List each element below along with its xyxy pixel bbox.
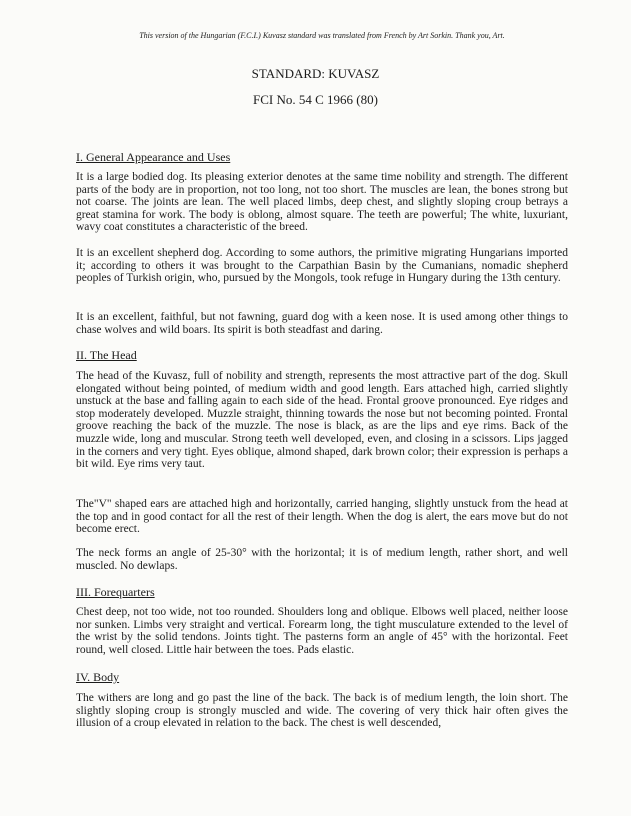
head-paragraph-2: The"V" shaped ears are attached high and horizontally, carried hanging, slightly unstuck from the head at the top and in good contact for all the rest of their length. When the dog is alert, the ears move but do not become erect.	[76, 498, 568, 536]
standard-number: FCI No. 54 C 1966 (80)	[253, 92, 378, 107]
section-heading-body: IV. Body	[76, 670, 120, 684]
body-paragraph-1: The withers are long and go past the line of the back. The back is of medium length, the loin short. The slightly sloping croup is strongly muscled and wide. The covering of very thick hair often gives the illusion of a croup elevated in relation to the back. The chest is well descended,	[76, 692, 568, 730]
forequarters-paragraph-1: Chest deep, not too wide, not too rounded. Shoulders long and oblique. Elbows well placed, neither loose nor sunken. Limbs very straight and vertical. Forearm long, the tight musculature extended to the level of the wrist by the solid tendons. Joints tight. The pasterns form an angle of 45° with the horizontal. Feet round, well closed. Little hair between the toes. Pads elastic.	[76, 606, 568, 656]
section-heading-forequarters: III. Forequarters	[76, 585, 155, 599]
general-paragraph-3: It is an excellent, faithful, but not fawning, guard dog with a keen nose. It is used among other things to chase wolves and wild boars. Its spirit is both steadfast and daring.	[76, 311, 568, 336]
translation-note: This version of the Hungarian (F.C.I.) Kuvasz standard was translated from French by Art Sorkin. Thank you, Art.	[139, 31, 505, 40]
section-heading-head: II. The Head	[76, 348, 137, 362]
section-heading-general: I. General Appearance and Uses	[76, 150, 231, 164]
general-paragraph-2: It is an excellent shepherd dog. According to some authors, the primitive migrating Hungarians imported it; according to others it was brought to the Carpathian Basin by the Cumanians, nomadic shepherd peoples of Turkish origin, who, pursued by the Mongols, took refuge in Hungary during the 13th century.	[76, 247, 568, 285]
head-paragraph-3: The neck forms an angle of 25-30° with the horizontal; it is of medium length, rather short, and well muscled. No dewlaps.	[76, 547, 568, 572]
general-paragraph-1: It is a large bodied dog. Its pleasing exterior denotes at the same time nobility and strength. The different parts of the body are in proportion, not too long, not too short. The muscles are lean, the bones strong but not coarse. The joints are lean. The well placed limbs, deep chest, and slightly sloping croup betrays a great stamina for work. The body is oblong, almost square. The teeth are powerful; The white, luxuriant, wavy coat constitutes a characteristic of the breed.	[76, 171, 568, 234]
head-paragraph-1: The head of the Kuvasz, full of nobility and strength, represents the most attractive part of the dog. Skull elongated without being pointed, of medium width and good length. Ears attached high, carried slightly unstuck at the base and falling again to each side of the head. Frontal groove pronounced. Eye ridges and stop moderately developed. Muzzle straight, thinning towards the nose but not becoming pointed. Frontal groove reaching the back of the muzzle. The nose is black, as are the lips and eye rims. Back of the muzzle wide, long and muscular. Strong teeth well developed, even, and closing in a scissors. Lips jagged in the corners and very tight. Eyes oblique, almond shaped, dark brown color; their expression is perhaps a bit wild. Eye rims very taut.	[76, 370, 568, 471]
page-title: STANDARD: KUVASZ	[251, 66, 380, 81]
